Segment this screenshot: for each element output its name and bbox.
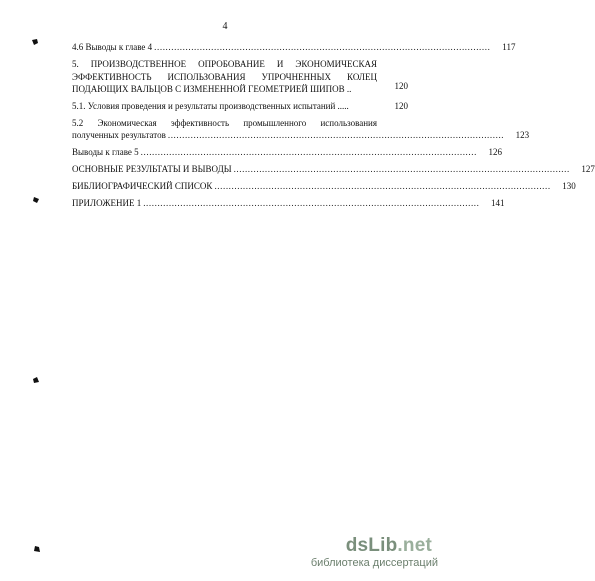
watermark-brand-tld: .net xyxy=(397,535,432,556)
leader-dots: ...................................................................................................................... xyxy=(143,198,480,208)
toc-entry-appendix[interactable] xyxy=(72,197,505,209)
toc-entry-chapter-5[interactable] xyxy=(72,58,408,96)
watermark-tagline: библиотека диссертаций xyxy=(310,557,438,569)
toc-entry-title-line-1: 5.2 Экономическая эффективность промышленного использования xyxy=(72,117,377,128)
table-of-contents xyxy=(72,41,595,209)
scan-mark-bottom xyxy=(34,546,40,552)
toc-entry-page: 141 xyxy=(491,198,505,208)
toc-entry-title: ОСНОВНЫЕ РЕЗУЛЬТАТЫ И ВЫВОДЫ xyxy=(72,164,232,174)
page-number: 4 xyxy=(222,21,228,32)
scan-mark-lower xyxy=(33,377,39,383)
toc-entry-title: 5.1. Условия проведения и результаты производственных испытаний ..... xyxy=(72,100,349,111)
toc-entry-title-line-2: ЭФФЕКТИВНОСТЬ ИСПОЛЬЗОВАНИЯ УПРОЧНЕННЫХ КОЛЕЦ xyxy=(72,71,377,82)
toc-entry-main-results[interactable] xyxy=(72,163,595,175)
toc-entry-page: 120 xyxy=(394,81,408,91)
toc-entry-5-1[interactable] xyxy=(72,100,408,112)
leader-dots: ...................................................................................................................... xyxy=(154,42,491,52)
toc-entry-title: 4.6 Выводы к главе 4 xyxy=(72,42,153,52)
toc-entry-page: 130 xyxy=(562,181,576,191)
toc-entry-bibliography[interactable] xyxy=(72,180,576,192)
leader-dots: ...................................................................................................................... xyxy=(214,181,551,191)
toc-entry-page: 126 xyxy=(488,147,502,157)
dslib-watermark xyxy=(288,535,438,571)
leader-dots: ...................................................................................................................... xyxy=(140,147,477,157)
toc-entry-title: Выводы к главе 5 xyxy=(72,147,139,157)
watermark-brand: dsLib xyxy=(345,535,398,556)
toc-entry-line-2 xyxy=(72,129,530,141)
toc-entry-page: 120 xyxy=(394,100,408,111)
leader-dots: ...................................................................................................................... xyxy=(233,164,570,174)
scan-mark-top xyxy=(32,39,38,45)
toc-entry-5-2[interactable] xyxy=(72,117,530,142)
toc-entry-title-line-2: полученных результатов xyxy=(72,130,166,140)
toc-entry-title: ПРИЛОЖЕНИЕ 1 xyxy=(72,198,142,208)
toc-entry-page: 117 xyxy=(502,42,516,52)
toc-entry-conclusions-5[interactable] xyxy=(72,146,502,158)
toc-entry-title-line-3: ПОДАЮЩИХ ВАЛЬЦОВ С ИЗМЕНЕННОЙ ГЕОМЕТРИЕЙ ШИПОВ .. xyxy=(72,84,352,94)
scan-mark-middle xyxy=(33,197,39,203)
toc-entry-4-6[interactable] xyxy=(72,41,516,53)
toc-entry-page: 123 xyxy=(515,130,530,140)
toc-entry-title: БИБЛИОГРАФИЧЕСКИЙ СПИСОК xyxy=(72,181,213,191)
leader-dots: ...................................................................................................................... xyxy=(167,130,505,140)
watermark-logo xyxy=(346,535,432,557)
toc-entry-title-line-1: 5. ПРОИЗВОДСТВЕННОЕ ОПРОБОВАНИЕ И ЭКОНОМИЧЕСКАЯ xyxy=(72,59,377,69)
toc-entry-page: 127 xyxy=(581,164,595,174)
